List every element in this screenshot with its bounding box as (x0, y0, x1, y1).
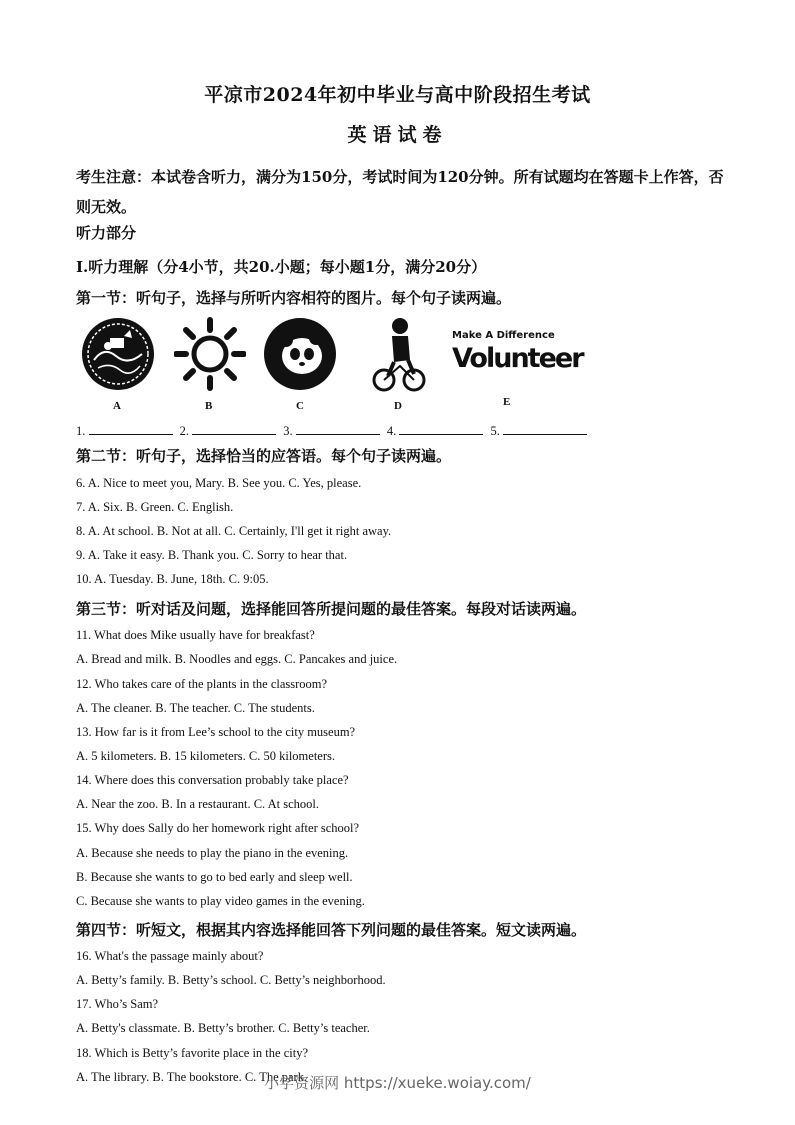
blank-label: 4. (386, 424, 397, 438)
question-line: 12. Who takes care of the plants in the classroom? (76, 677, 328, 691)
section-3-title: 第三节：听对话及问题，选择能回答所提问题的最佳答案。每段对话读两遍。 (76, 600, 587, 618)
question-line: 7. A. Six. B. Green. C. English. (76, 500, 234, 514)
question-line: 10. A. Tuesday. B. June, 18th. C. 9:05. (76, 572, 269, 586)
notice-text: 考生注意：本试卷含听力，满分为150分，考试时间为120分钟。所有试题均在答题卡上作答，否则无效。 (76, 168, 724, 216)
question-line: 11. What does Mike usually have for breakfast? (76, 628, 315, 642)
part-title: 听力部分 (76, 224, 137, 242)
section-4-title: 第四节：听短文，根据其内容选择能回答下列问题的最佳答案。短文读两遍。 (76, 921, 587, 939)
blank-label: 5. (490, 424, 500, 438)
question-line: A. Because she needs to play the piano in the evening. (76, 846, 349, 860)
globe-illustration (80, 316, 156, 392)
question-line: 9. A. Take it easy. B. Thank you. C. Sorry to hear that. (76, 548, 348, 562)
question-line: 16. What's the passage mainly about? (76, 949, 264, 963)
volunteer-logo (452, 330, 583, 390)
question-line: 14. Where does this conversation probably take place? (76, 773, 349, 787)
question-line: A. The cleaner. B. The teacher. C. The students. (76, 701, 315, 715)
panda-icon (262, 316, 338, 392)
question-line: A. The library. B. The bookstore. C. The park. (76, 1070, 308, 1084)
section-1-title: 第一节：听句子，选择与所听内容相符的图片。每个句子读两遍。 (76, 289, 512, 307)
exam-title: 平凉市2024年初中毕业与高中阶段招生考试 (204, 84, 591, 106)
picture-label-d: D (394, 400, 402, 412)
question-line: B. Because she wants to go to bed early and sleep well. (76, 870, 353, 884)
blank-label: 2. (179, 424, 189, 438)
question-line: 17. Who’s Sam? (76, 997, 159, 1011)
exam-subtitle: 英语试卷 (347, 124, 448, 146)
volunteer-tagline: Make A Difference (452, 330, 555, 341)
blank-label: 1. (76, 424, 86, 438)
question-line: A. Betty's classmate. B. Betty’s brother. C. Betty’s teacher. (76, 1021, 370, 1035)
answer-blank-5[interactable] (503, 422, 587, 435)
answer-blanks (76, 422, 591, 439)
question-line: A. Betty’s family. B. Betty’s school. C. Betty’s neighborhood. (76, 973, 386, 987)
watermark-text: 小学资源网 https://xueke.woiay.com/ (264, 1074, 531, 1092)
picture-label-e: E (503, 396, 511, 408)
answer-blank-4[interactable] (399, 422, 483, 435)
answer-blank-2[interactable] (192, 422, 276, 435)
question-line: 6. A. Nice to meet you, Mary. B. See you. C. Yes, please. (76, 476, 362, 490)
volunteer-word: Volunteer (452, 343, 583, 374)
picture-label-b: B (205, 400, 213, 412)
sun-icon (174, 316, 246, 392)
picture-label-c: C (296, 400, 304, 412)
question-line: 18. Which is Betty’s favorite place in the city? (76, 1046, 308, 1060)
question-line: C. Because she wants to play video games in the evening. (76, 894, 365, 908)
section-main-title: Ⅰ.听力理解（分4小节，共20.小题；每小题1分，满分20分） (76, 258, 487, 276)
question-line: A. Bread and milk. B. Noodles and eggs. C. Pancakes and juice. (76, 652, 398, 666)
cyclist-icon (370, 316, 426, 392)
answer-blank-1[interactable] (89, 422, 173, 435)
picture-row (76, 316, 583, 412)
question-line: A. Near the zoo. B. In a restaurant. C. At school. (76, 797, 319, 811)
question-line: 15. Why does Sally do her homework right after school? (76, 821, 360, 835)
blank-label: 3. (283, 424, 293, 438)
picture-label-a: A (113, 400, 121, 412)
question-line: A. 5 kilometers. B. 15 kilometers. C. 50 kilometers. (76, 749, 335, 763)
question-line: 8. A. At school. B. Not at all. C. Certainly, I'll get it right away. (76, 524, 392, 538)
section-2-title: 第二节：听句子，选择恰当的应答语。每个句子读两遍。 (76, 447, 452, 465)
question-line: 13. How far is it from Lee’s school to the city museum? (76, 725, 356, 739)
answer-blank-3[interactable] (296, 422, 380, 435)
